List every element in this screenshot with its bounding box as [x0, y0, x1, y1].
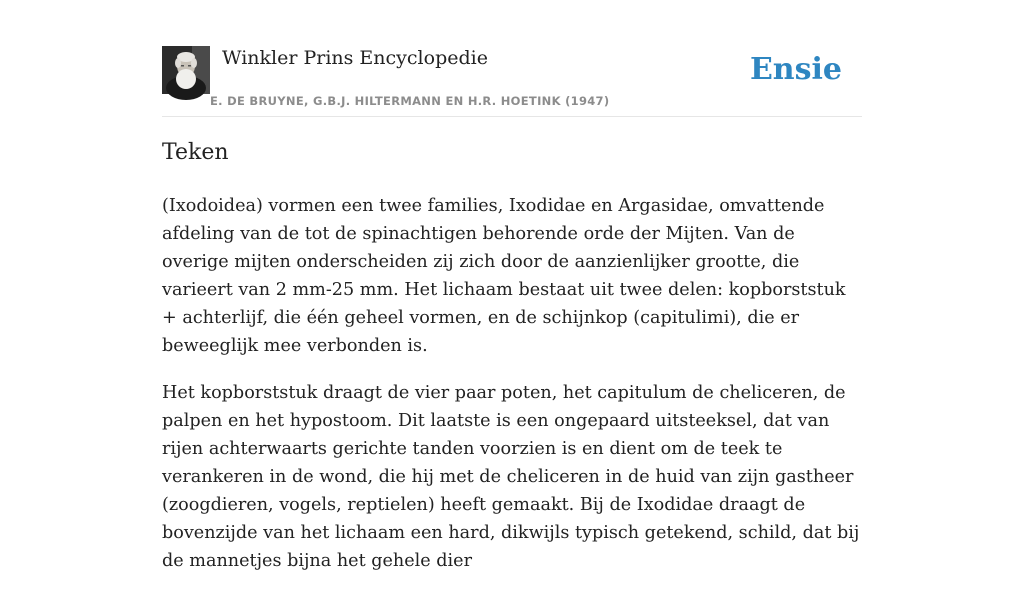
article-paragraph: Het kopborststuk draagt de vier paar poten, het capitulum de cheliceren, de palpen en het hypostoom. Dit laatste is een ongepaard uitsteeksel, dat van rijen achterwaarts gerichte tanden voorzien is en dient om de teek te verankeren in de wond, die hij met de cheliceren in de huid van zijn gastheer (zoogdieren, vogels, reptielen) heeft gemaakt. Bij de Ixodidae draagt de bovenzijde van het lichaam een hard, dikwijls typisch getekend, schild, dat bij de mannetjes bijna het gehele dier: [162, 383, 860, 571]
article-title: Teken: [162, 140, 229, 165]
source-header: [162, 46, 862, 117]
brand-logo-link[interactable]: Ensie: [749, 52, 842, 87]
source-authors: E. DE BRUYNE, G.B.J. HILTERMANN EN H.R. HOETINK (1947): [210, 94, 610, 108]
article-body: [162, 192, 862, 594]
source-title[interactable]: Winkler Prins Encyclopedie: [222, 47, 488, 69]
author-avatar[interactable]: [162, 46, 210, 94]
bearded-man-portrait-icon: [162, 46, 210, 94]
article-paragraph: (Ixodoidea) vormen een twee families, Ixodidae en Argasidae, omvattende afdeling van de tot de spinachtigen behorende orde der Mijten. Van de overige mijten onderscheiden zij zich door de aanzienlijker grootte, die varieert van 2 mm-25 mm. Het lichaam bestaat uit twee delen: kopborststuk + achterlijf, die één geheel vormen, en de schijnkop (capitulimi), die er beweeglijk mee verbonden is.: [162, 196, 846, 356]
